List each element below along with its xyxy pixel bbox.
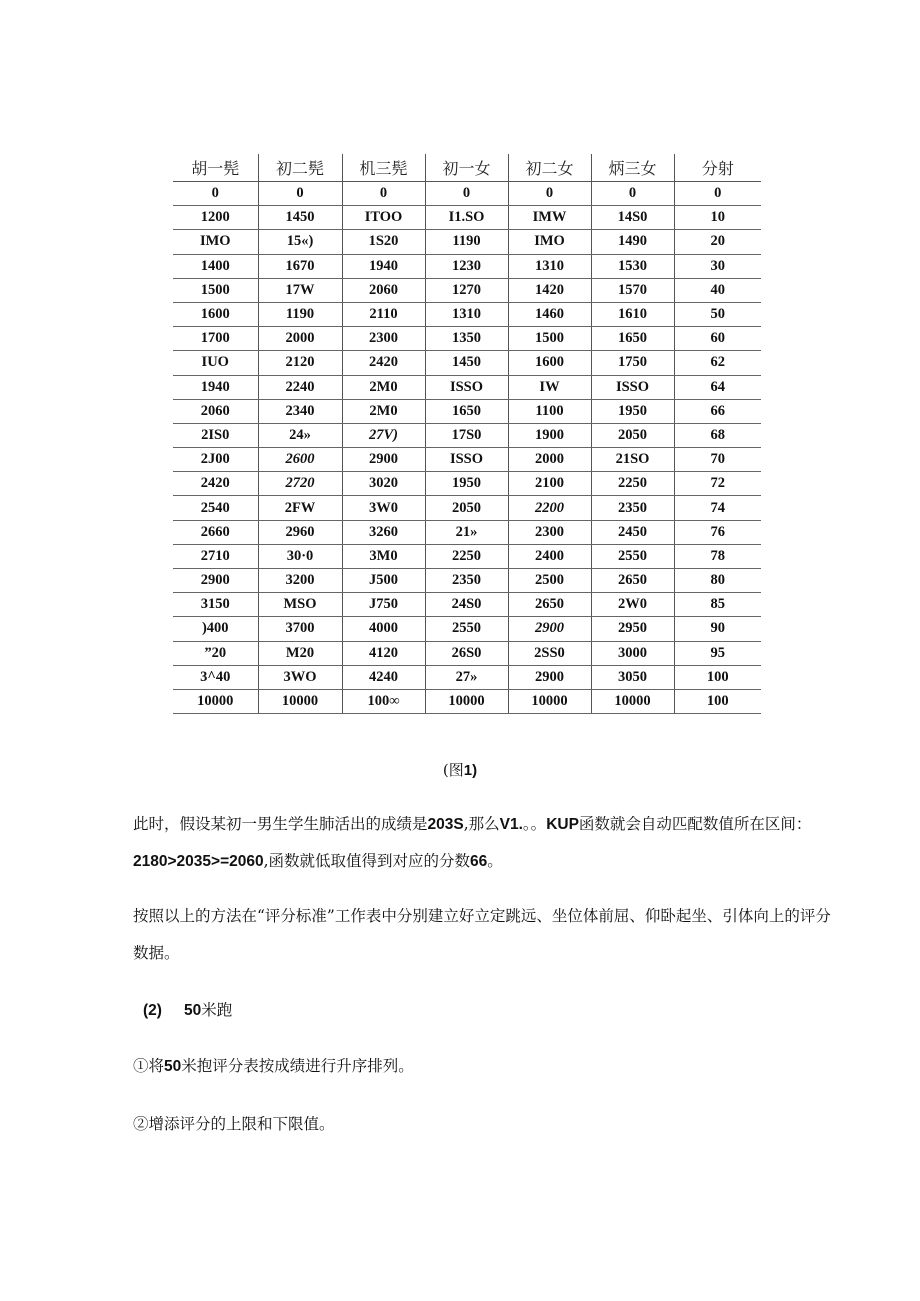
table-cell: 80 <box>674 569 761 593</box>
column-header: 炳三女 <box>591 154 674 182</box>
table-row <box>173 544 761 568</box>
table-cell: 2540 <box>173 496 258 520</box>
column-header: 机三髡 <box>342 154 425 182</box>
table-cell: 2650 <box>591 569 674 593</box>
table-cell: 1190 <box>425 230 508 254</box>
table-cell: 2250 <box>425 544 508 568</box>
table-cell: 50 <box>674 302 761 326</box>
table-cell: 1S20 <box>342 230 425 254</box>
table-cell: 1190 <box>258 302 342 326</box>
table-cell: 21SO <box>591 448 674 472</box>
table-cell: 2720 <box>258 472 342 496</box>
table-cell: 1460 <box>508 302 591 326</box>
table-cell: 2050 <box>591 423 674 447</box>
table-cell: 1940 <box>173 375 258 399</box>
table-cell: 2000 <box>508 448 591 472</box>
table-cell: 2900 <box>508 665 591 689</box>
table-cell: 30 <box>674 254 761 278</box>
table-cell: 72 <box>674 472 761 496</box>
table-cell: 1940 <box>342 254 425 278</box>
column-header: 分射 <box>674 154 761 182</box>
para-value: 203S <box>427 816 464 833</box>
table-cell: 10000 <box>591 689 674 713</box>
table-cell: 2W0 <box>591 593 674 617</box>
table-cell: 27V) <box>342 423 425 447</box>
table-header-row <box>173 154 761 182</box>
table-cell: 1490 <box>591 230 674 254</box>
table-cell: IUO <box>173 351 258 375</box>
table-cell: 2000 <box>258 327 342 351</box>
para-text: ,那么 <box>463 815 500 833</box>
table-cell: 1500 <box>173 278 258 302</box>
table-cell: ISSO <box>425 375 508 399</box>
table-row <box>173 665 761 689</box>
table-cell: 1200 <box>173 206 258 230</box>
table-cell: 14S0 <box>591 206 674 230</box>
para-value: V1. <box>499 816 523 833</box>
table-cell: M20 <box>258 641 342 665</box>
table-cell: 10000 <box>258 689 342 713</box>
table-row <box>173 230 761 254</box>
score-table <box>173 154 761 714</box>
table-cell: 74 <box>674 496 761 520</box>
table-cell: 1950 <box>591 399 674 423</box>
table-cell: 60 <box>674 327 761 351</box>
table-cell: 1750 <box>591 351 674 375</box>
table-cell: IMO <box>173 230 258 254</box>
table-cell: 1600 <box>173 302 258 326</box>
table-cell: 68 <box>674 423 761 447</box>
table-cell: 3050 <box>591 665 674 689</box>
table-cell: 2660 <box>173 520 258 544</box>
table-cell: 2900 <box>173 569 258 593</box>
table-cell: 2J00 <box>173 448 258 472</box>
table-cell: 1530 <box>591 254 674 278</box>
table-cell: 3260 <box>342 520 425 544</box>
table-cell: 2420 <box>173 472 258 496</box>
table-cell: 2300 <box>342 327 425 351</box>
table-cell: 3200 <box>258 569 342 593</box>
table-cell: 3150 <box>173 593 258 617</box>
table-cell: 2340 <box>258 399 342 423</box>
table-cell: 90 <box>674 617 761 641</box>
para-value: KUP <box>546 816 579 833</box>
table-cell: 2950 <box>591 617 674 641</box>
table-cell: 10000 <box>425 689 508 713</box>
table-cell: 1310 <box>425 302 508 326</box>
figure-caption <box>0 759 920 780</box>
table-cell: 1450 <box>425 351 508 375</box>
table-row <box>173 182 761 206</box>
table-cell: 76 <box>674 520 761 544</box>
table-cell: 0 <box>258 182 342 206</box>
table-cell: 0 <box>173 182 258 206</box>
table-cell: 3000 <box>591 641 674 665</box>
table-cell: 2550 <box>591 544 674 568</box>
table-cell: 4000 <box>342 617 425 641</box>
table-cell: MSO <box>258 593 342 617</box>
table-cell: 95 <box>674 641 761 665</box>
para-text: 。 <box>487 852 503 870</box>
table-cell: 2M0 <box>342 399 425 423</box>
table-cell: 2600 <box>258 448 342 472</box>
table-row <box>173 641 761 665</box>
table-cell: 0 <box>674 182 761 206</box>
table-row <box>173 472 761 496</box>
table-cell: 2050 <box>425 496 508 520</box>
table-cell: 40 <box>674 278 761 302</box>
table-cell: 17W <box>258 278 342 302</box>
table-cell: 1450 <box>258 206 342 230</box>
table-cell: 2120 <box>258 351 342 375</box>
table-row <box>173 278 761 302</box>
table-cell: 70 <box>674 448 761 472</box>
table-cell: 100 <box>674 665 761 689</box>
table-cell: 2900 <box>342 448 425 472</box>
table-cell: 2FW <box>258 496 342 520</box>
table-cell: 2250 <box>591 472 674 496</box>
table-cell: 1650 <box>591 327 674 351</box>
table-cell: 1900 <box>508 423 591 447</box>
column-header: 胡一髡 <box>173 154 258 182</box>
table-row <box>173 399 761 423</box>
table-row <box>173 617 761 641</box>
table-cell: 2240 <box>258 375 342 399</box>
table-cell: 2350 <box>591 496 674 520</box>
table-cell: J750 <box>342 593 425 617</box>
table-cell: I1.SO <box>425 206 508 230</box>
table-cell: 1400 <box>173 254 258 278</box>
caption-prefix: (图 <box>442 761 464 779</box>
section-heading <box>143 998 232 1020</box>
table-cell: 2650 <box>508 593 591 617</box>
heading-number: (2) <box>143 1002 162 1019</box>
table-cell: 2300 <box>508 520 591 544</box>
column-header: 初一女 <box>425 154 508 182</box>
table-cell: 4120 <box>342 641 425 665</box>
table-cell: 2110 <box>342 302 425 326</box>
table-cell: 2710 <box>173 544 258 568</box>
step-text: ①将 <box>133 1057 165 1075</box>
table-cell: 64 <box>674 375 761 399</box>
table-cell: 0 <box>425 182 508 206</box>
table-cell: 1350 <box>425 327 508 351</box>
table-cell: 1670 <box>258 254 342 278</box>
table-cell: 0 <box>508 182 591 206</box>
table-cell: 1310 <box>508 254 591 278</box>
table-cell: 1270 <box>425 278 508 302</box>
table-cell: 17S0 <box>425 423 508 447</box>
table-cell: 3700 <box>258 617 342 641</box>
table-row <box>173 327 761 351</box>
table-cell: 3M0 <box>342 544 425 568</box>
table-body <box>173 182 761 714</box>
table-cell: 78 <box>674 544 761 568</box>
table-cell: 27» <box>425 665 508 689</box>
table-cell: 21» <box>425 520 508 544</box>
table-cell: 1230 <box>425 254 508 278</box>
table-row <box>173 520 761 544</box>
table-cell: ISSO <box>425 448 508 472</box>
table-row <box>173 496 761 520</box>
table-cell: 1950 <box>425 472 508 496</box>
table-cell: 2200 <box>508 496 591 520</box>
table-cell: 1500 <box>508 327 591 351</box>
table-row <box>173 569 761 593</box>
table-cell: 20 <box>674 230 761 254</box>
heading-title: 米跑 <box>201 1001 233 1019</box>
table-cell: 10 <box>674 206 761 230</box>
table-cell: 1100 <box>508 399 591 423</box>
table-cell: 3020 <box>342 472 425 496</box>
caption-number: 1) <box>463 762 478 779</box>
table-cell: 2500 <box>508 569 591 593</box>
table-cell: 30·0 <box>258 544 342 568</box>
table-row <box>173 351 761 375</box>
table-row <box>173 302 761 326</box>
table-cell: 1420 <box>508 278 591 302</box>
para-text: 函数就会自动匹配数值所在区间： <box>578 815 812 833</box>
step-text: 米抱评分表按成绩进行升序排列。 <box>181 1057 414 1075</box>
table-cell: 3WO <box>258 665 342 689</box>
table-cell: 1700 <box>173 327 258 351</box>
step-value: 50 <box>164 1058 182 1075</box>
table-cell: ISSO <box>591 375 674 399</box>
table-cell: 2060 <box>173 399 258 423</box>
table-cell: 3^40 <box>173 665 258 689</box>
table-row <box>173 423 761 447</box>
table-cell: J500 <box>342 569 425 593</box>
table-cell: ”20 <box>173 641 258 665</box>
para-value: 66 <box>470 853 488 870</box>
table-cell: 100 <box>674 689 761 713</box>
paragraph-vlookup-example <box>133 806 833 880</box>
table-cell: IMW <box>508 206 591 230</box>
table-cell: 1600 <box>508 351 591 375</box>
paragraph-method: 按照以上的方法在“评分标准”工作表中分别建立好立定跳远、坐位体前屈、仰卧起坐、引体向上的评分数据。 <box>133 907 831 962</box>
table-cell: 1650 <box>425 399 508 423</box>
column-header: 初二女 <box>508 154 591 182</box>
table-cell: 2IS0 <box>173 423 258 447</box>
table-cell: 0 <box>591 182 674 206</box>
table-cell: 26S0 <box>425 641 508 665</box>
table-row <box>173 593 761 617</box>
table-cell: 62 <box>674 351 761 375</box>
table-cell: 66 <box>674 399 761 423</box>
table-cell: 24S0 <box>425 593 508 617</box>
table-cell: 2100 <box>508 472 591 496</box>
table-cell: 1570 <box>591 278 674 302</box>
table-cell: 2450 <box>591 520 674 544</box>
table-cell: 2960 <box>258 520 342 544</box>
table-cell: 2SS0 <box>508 641 591 665</box>
para-text: 此时，假设某初一男生学生肺活出的成绩是 <box>133 815 428 833</box>
table-cell: 2420 <box>342 351 425 375</box>
table-row <box>173 448 761 472</box>
table-cell: ITOO <box>342 206 425 230</box>
table-cell: IMO <box>508 230 591 254</box>
table-row <box>173 375 761 399</box>
table-cell: 2060 <box>342 278 425 302</box>
table-cell: IW <box>508 375 591 399</box>
table-cell: 3W0 <box>342 496 425 520</box>
para-text: ,函数就低取值得到对应的分数 <box>263 852 471 870</box>
table-cell: 2400 <box>508 544 591 568</box>
para-text: 。。 <box>522 815 547 833</box>
table-cell: 100∞ <box>342 689 425 713</box>
table-row <box>173 689 761 713</box>
table-cell: 2M0 <box>342 375 425 399</box>
table-cell: )400 <box>173 617 258 641</box>
table-cell: 2350 <box>425 569 508 593</box>
table-cell: 10000 <box>508 689 591 713</box>
table-cell: 1610 <box>591 302 674 326</box>
para-value: 2180>2035>=2060 <box>133 853 264 870</box>
step-2: ②增添评分的上限和下限值。 <box>133 1115 335 1133</box>
table-cell: 4240 <box>342 665 425 689</box>
table-row <box>173 254 761 278</box>
table-cell: 24» <box>258 423 342 447</box>
table-cell: 2550 <box>425 617 508 641</box>
table-cell: 15«) <box>258 230 342 254</box>
table-row <box>173 206 761 230</box>
table-cell: 0 <box>342 182 425 206</box>
step-1 <box>133 1054 414 1076</box>
table-cell: 85 <box>674 593 761 617</box>
table-cell: 2900 <box>508 617 591 641</box>
table-cell: 10000 <box>173 689 258 713</box>
column-header: 初二髡 <box>258 154 342 182</box>
heading-distance: 50 <box>183 1002 202 1019</box>
